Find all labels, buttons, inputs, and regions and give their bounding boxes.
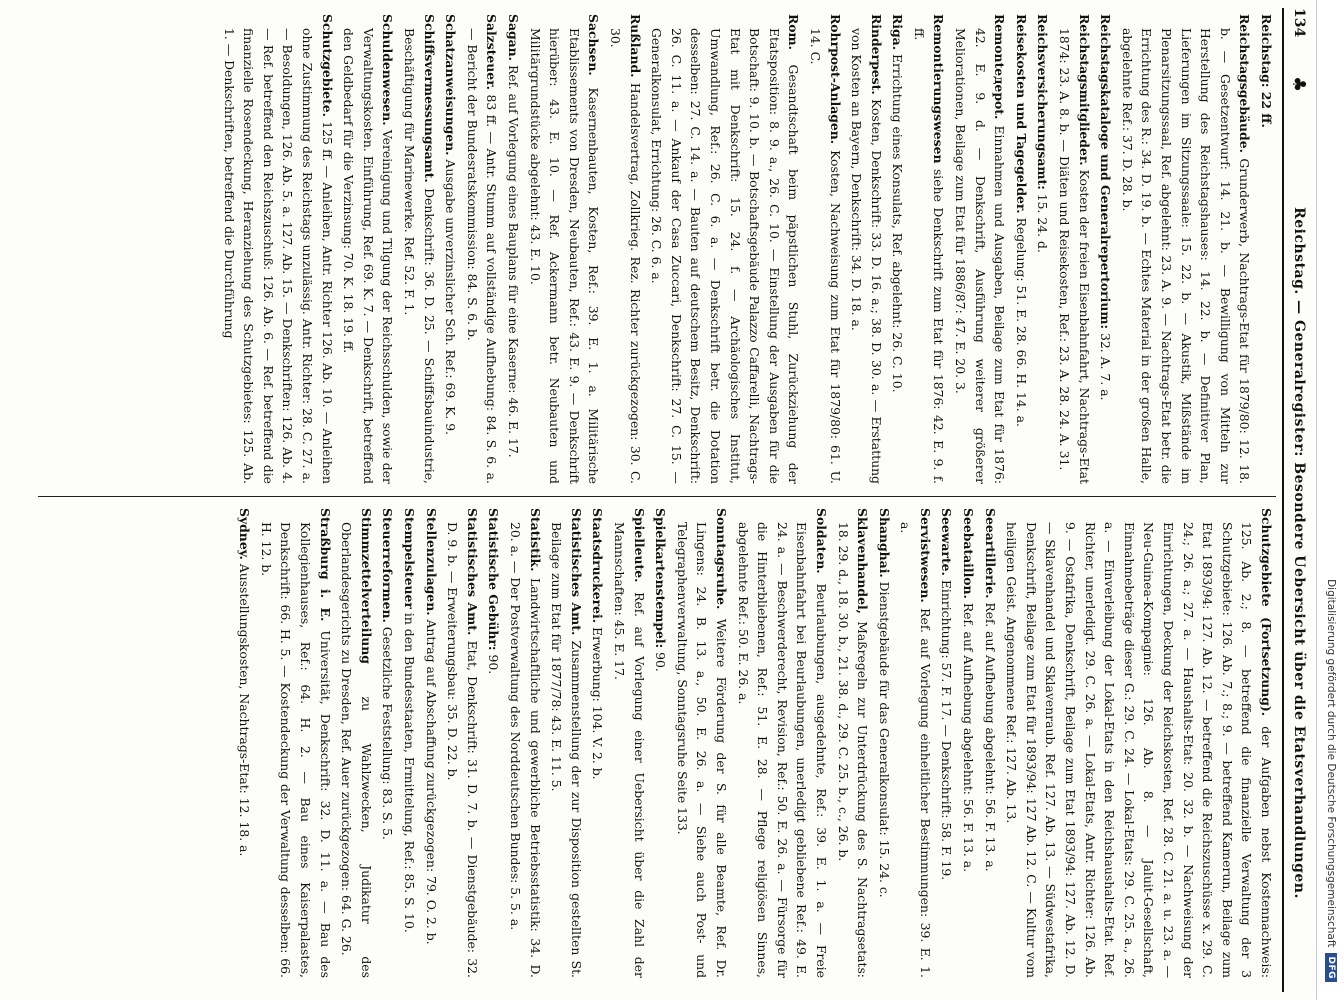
entry-heading: Sachsen.	[586, 14, 602, 76]
entry-heading: Rom.	[786, 14, 802, 50]
scanned-page	[32, 8, 1312, 992]
entry-text: Ausstellungskosten, Nachtrags-Etat: 12. 18. a.	[237, 563, 253, 857]
register-entry	[441, 14, 461, 484]
ornament-icon: ♣	[1287, 76, 1309, 93]
entry-text: Ref. auf Aufhebung abgelehnt: 56. F. 13. a.	[982, 602, 998, 872]
entry-heading: Soldaten.	[813, 508, 829, 574]
entry-text: Kosten der freien Eisenbahnfahrt, Nachtrags-Etat 1874: 23. A. 8. b. — Diäten und Reisekosten, Ref.: 23. A. 28. 24. A. 31.	[1057, 28, 1092, 484]
entry-text: 125 ff. — Anleihen, Antr. Richter 126. Ab. 10. — Anleihen ohne Zustimmung des Reichstags unzulässig. Antr. Richter: 28. C. 27. a. — Besoldungen, 126. Ab. 5. a. 127. Ab. 15. — Denkschriften: 126. Ab. 4. — Ref. betreffend den Reichszuschuß: 126. Ab. 6. — Ref. betreffend die finanzielle Rosendeckung, Heranziehung des Schutzgebietes: 125. Ab. 1. — Denkschriften, betreffend die Durchführung	[221, 28, 335, 484]
register-entry	[421, 508, 441, 978]
entry-text: Ausgabe unverzinslicher Sch. Ref.: 69. K. 9.	[443, 159, 459, 436]
entry-heading: Rußland.	[627, 14, 643, 78]
entry-text: Zusammenstellung der zur Disposition gestellten St. Beilage zum Etat für 1877/78: 43. E. 11. 5.	[549, 522, 584, 978]
register-entry	[219, 14, 337, 484]
entry-heading: Servistwesen.	[917, 508, 933, 603]
entry-text: Etat, Denkschrift: 31. D. 7. b. — Dienstgebäude: 32. D. 9. b. — Erweiterungsbau: 35. D. 22. b.	[445, 522, 480, 978]
entry-text: Maßregeln zur Unterdrückung des S. Nachtragsetats: 18. 29. d., 18. 30. b., 21. 38. d., 29. C. 25. b., c., 26. b.	[835, 522, 871, 978]
register-entry	[1002, 508, 1276, 978]
register-entry	[605, 14, 644, 484]
register-entry	[399, 508, 419, 978]
register-entry	[733, 508, 831, 978]
register-entry	[951, 14, 1010, 484]
register-entry	[896, 508, 935, 978]
entry-text: siehe Denkschrift zum Etat für 1876: 42. E. 9. f. ff.	[911, 28, 947, 484]
entry-heading: Seeartillerie.	[982, 508, 998, 599]
entry-heading: Sagan.	[506, 14, 522, 61]
entry-heading: Statistisches Amt.	[464, 508, 480, 636]
register-entry	[847, 14, 886, 484]
entry-text: Ref. auf Vorlegung einheitlicher Bestimmungen: 39. E. 1. a.	[898, 522, 933, 978]
entry-heading: Statistisches Amt.	[568, 508, 584, 636]
register-entry	[505, 508, 544, 978]
entry-text: Errichtung eines Konsulats, Ref. abgelehnt: 26. C. 10.	[890, 53, 906, 393]
register-entry	[525, 14, 603, 484]
entry-heading: Seewarte.	[939, 508, 955, 576]
entry-text: Ref. auf Aufhebung abgelehnt: 56. F. 13. a.	[961, 602, 977, 873]
register-entry	[888, 14, 908, 484]
entry-heading: Shanghai.	[876, 508, 892, 578]
entry-text: Gesetzliche Feststellung: 83. S. 5.	[380, 626, 396, 840]
page-number: 134	[1290, 8, 1307, 38]
register-entry	[1117, 14, 1254, 484]
entry-text: Ref. auf Vorlegung eines Bauplans für eine Kaserne: 46. E. 17.	[506, 64, 522, 458]
entry-text: 83 ff. — Antr. Stumm auf vollständige Aufhebung: 84. S. 6. a. — Bericht der Bundesratskommission: 84. S. 6. b.	[464, 28, 500, 484]
entry-heading: Spielkartenstempel:	[653, 508, 669, 649]
register-entry	[937, 508, 957, 978]
entry-text: Ref. auf Vorlegung einer Uebersicht über die Zahl der Mannschaften: 45. E. 17.	[612, 522, 647, 978]
entry-heading: Reichstagskataloge und Generalrepertorium:	[1098, 14, 1114, 330]
entry-text: 32. A. 7. a.	[1098, 332, 1114, 401]
register-entry	[672, 508, 731, 978]
entry-text: zu Wahlzwecken, Judikatur des Oberlandesgerichts zu Dresden, Ref. Auer zurückgezogen: 64. G. 26.	[339, 522, 374, 978]
register-entry	[874, 508, 894, 978]
register-entry	[980, 508, 1000, 978]
entry-text: Kasernenbauten, Kosten, Ref.: 39. E. 1. a. Militärische Etablissements von Dresden, Neubauten, Ref.: 43. E. 9. — Denkschrift hierüber: 43. E. 10. — Ref. Ackermann betr. Neubauten und Militärgrundstücke abgelehnt: 43. E. 10.	[527, 28, 602, 484]
entry-heading: Schatzanweisungen.	[443, 14, 459, 156]
entry-text: 15. 24. d.	[1035, 193, 1051, 253]
entry-text: Kosten, Nachweisung zum Etat für 1879/80: 61. U. 14. C.	[807, 28, 843, 484]
entry-heading: Rohrpost-Anlagen.	[827, 14, 843, 145]
left-column	[38, 14, 1276, 484]
credit-text: Digitalisierung gefördert durch die Deutsche Forschungsgemeinschaft	[1325, 579, 1337, 948]
right-column	[38, 508, 1276, 978]
register-entry	[443, 508, 482, 978]
dfg-logo: DFG	[1325, 953, 1337, 982]
entry-text: Grunderwerb, Nachtrags-Etat für 1879/80: 12. 18. b. — Gesetzentwurf: 14. 21. b. — Bewilligung von Mitteln zur Herstellung des Reichstagshauses: 14. 22. b. — Definitiver Plan, Lieferungen im Sitzungssaale: 15. 22. b. — Akustik, Mißstände im Plenarsitzungssaal, Ref. abgelehnt: 23. A. 9. — Nachtrags-Etat betr. die Errichtung des R.: 34. D. 19. b. — Echtes Material in der großen Halle, abgelehnte Ref.: 37. D. 28. b.	[1119, 28, 1253, 484]
entry-text: Erwerbung: 104. V. 2. b.	[590, 627, 606, 780]
entry-text: 90.	[486, 654, 502, 675]
entry-heading: Sonntagsruhe.	[713, 508, 729, 610]
register-entry	[378, 508, 398, 978]
credit-sidebar	[1316, 0, 1344, 1000]
register-entry	[588, 508, 608, 978]
entry-heading: Statistik.	[527, 508, 543, 572]
entry-text: Kosten, Denkschrift: 33. D. 16. a.; 38. D. 30. a. — Erstattung von Kosten an Bayern, Denkschrift: 34. D. 18. a.	[849, 28, 884, 484]
register-entry	[547, 508, 586, 978]
entry-text: Regelung: 51. E. 28. 66. H. 14. a.	[1013, 217, 1029, 427]
entry-heading: Staatsdruckerei.	[590, 508, 606, 624]
register-entry	[339, 14, 398, 484]
page-header	[1282, 8, 1312, 992]
entry-text: in den Bundesstaaten, Ermittelung, Ref.: 85. S. 10.	[402, 612, 418, 933]
entry-text: Gesandtschaft beim päpstlichen Stuhl, Zurückziehung der Etatsposition: 8. 9. a., 26. C. 10. — Einstellung der Ausgaben für die Botschaft: 9. 10. b. — Botschaftsgebäude Palazzo Caffarelli, Nachtrags-Etat mit Denkschrift: 15. 24. f. — Archäologisches Institut, Umwandlung, Ref.: 26. C. 6. a. — Denkschrift betr. die Dotation desselben: 27. C. 14. a. — Bauten auf deutschem Besitz, Denkschrift: 26. C. 11. a. — Ankauf der Casa Zuccari, Denkschrift: 27. C. 15. — Generalkonsulat, Errichtung: 26. C. 6. a.	[649, 28, 802, 484]
entry-heading: Reisekosten und Tagegelder.	[1013, 14, 1029, 214]
entry-text: der Aufgaben nebst Kostennachweis: 125. Ab. 2.; 8. — betreffend die finanzielle Verwaltung der 3 Schutzgebiete: 126. Ab. 7.; 8.; 9. — betreffend Kamerun, Beilage zum Etat 1893/94: 127. Ab. 12. — betreffend die Reichszuschüsse x. 29. C. 24.; 26. a.; 27. a. — Haushalts-Etat: 20. 32. b. — Nachweisung der Einrichtungen, Deckung der Reichskosten, Ref. 28. C. 21. a. u. 23. a. — Neu-Guinea-Kompagnie: 126. Ab. 8. — Jaluit-Gesellschaft, Einnahmebeträge dieser G.: 29. C. 24. — Lokal-Etats: 29. C. 25. a., 26. a. — Einverleibung der Lokal-Etats in den Reichshaushalts-Etat. Ref. Richter, unerledigt. 29. C. 26. a. — Lokal-Etats, Antr. Richter: 126. Ab. 9. — Ostafrika, Denkschrift, Beilage zum Etat 1893/94: 127. Ab. 12. D. — Sklavenhandel und Sklavenraub. Ref. 127. Ab. 13. — Südwestafrika, Denkschrift, Beilage zum Etat für 1893/94: 127 Ab. 12. C. — Kultur vom heiligen Geist. Angenommene Ref.: 127. Ab. 13.	[1004, 522, 1274, 979]
entry-heading: Stellenzulagen.	[423, 508, 439, 616]
register-entry	[1011, 14, 1031, 484]
entry-text: Beurlaubungen, ausgedehnte, Ref.: 39. E. 1. a. — Freie Eisenbahnfahrt bei Beurlaubungen, unerledigt gebliebene Ref.: 49. E. 24. a. — Beschwerderecht, Revision, Ref.: 50. E. 26. a. — Fürsorge für die Hinterbliebenen, Ref.: 51. E. 28. — Pflege religiösen Sinnes, abgelehnte Ref.: 50. E. 26. a.	[735, 522, 829, 978]
entry-heading: Remonteдepot.	[992, 14, 1008, 120]
register-entry	[1054, 14, 1093, 484]
entry-heading: Reichstagsgebäude.	[1237, 14, 1253, 153]
entry-heading: Schiffsvermessungsamt.	[421, 14, 437, 183]
entry-heading: Seebataillon.	[961, 508, 977, 599]
register-entry	[1256, 14, 1276, 484]
entry-heading: Steuerreformen.	[380, 508, 396, 623]
register-entry	[651, 508, 671, 978]
page-title: Reichstag. — Generalregister: Besondere Uebersicht über die Etatsverhandlungen.	[1290, 207, 1307, 899]
entry-heading: Reichsversicherungsamt:	[1035, 14, 1051, 190]
entry-heading: Stempelsteuer	[402, 508, 418, 609]
register-entry	[462, 14, 501, 484]
register-entry	[609, 508, 648, 978]
entry-heading: Stimmzettelverteilung	[358, 508, 374, 664]
entry-heading: Straßburg i. E.	[317, 508, 333, 622]
entry-text: 90.	[653, 652, 669, 672]
register-entry	[337, 508, 376, 978]
entry-heading: Spielleute.	[631, 508, 647, 583]
entry-heading: Sydney.	[237, 508, 253, 560]
entry-heading: Reichstagsmitglieder.	[1076, 14, 1092, 166]
entry-text: Vereinigung und Tilgung der Reichsschulden, sowie der Verwaltungskosten. Einführung, Ref. 69. K. 7. — Denkschrift, betreffend den Geldbedarf für die Verzinsung: 70. K. 18. 19. ff.	[341, 28, 396, 484]
entry-heading: Remontierungswesen	[931, 14, 947, 164]
register-entry	[484, 508, 504, 978]
entry-text: Handelsvertrag, Zollkrieg. Rez. Richter zurückgezogen: 30. C. 30.	[608, 28, 643, 484]
register-entry	[1033, 14, 1053, 484]
entry-text: Einrichtung: 57. F. 17. — Denkschrift: 58. F. 19.	[939, 579, 955, 881]
entry-heading: Riga.	[890, 14, 906, 51]
register-entry	[909, 14, 948, 484]
register-entry	[503, 14, 523, 484]
register-entry	[805, 14, 844, 484]
entry-text: Weitere Förderung der S. für alle Beamte, Ref. Dr. Lingens: 24. B. 13. a., 50. E. 26. a. — Siehe auch Post- und Telegraphenverwaltung, Sonntagsruhe Seite 133.	[674, 522, 729, 978]
register-entry	[256, 508, 334, 978]
entry-heading: Schutzgebiete (Fortsetzung).	[1259, 508, 1274, 717]
entry-heading: Reichstag: 22 ff.	[1259, 14, 1274, 128]
column-divider	[38, 496, 1276, 497]
entry-heading: Salzsteuer.	[484, 14, 500, 90]
entry-text: Einnahmen und Ausgaben, Beilage zum Etat für 1876: 42. E. 9. d. — Denkschrift, Ausführung weiterer größerer Meliorationen, Beilage zum Etat für 1886/87: 47. E. 20. 3.	[953, 28, 1008, 484]
entry-text: Landwirtschaftliche und gewerbliche Betriebsstatistik: 34. D. 20. a. — Der Postverwaltung des Norddeutschen Bundes: 5. 5. a.	[508, 522, 543, 978]
entry-text: Denkschrift: 36. D. 25. — Schiffsbauindustrie, Beschäftigung für Marinewerke. Ref. 52. F. 1.	[402, 28, 437, 484]
entry-text: Antrag auf Abschaffung zurückgezogen: 79. O. 2. b.	[423, 619, 439, 945]
entry-heading: Schuldenwesen.	[380, 14, 396, 126]
entry-text: Dienstgebäude für das Generalkonsulat: 15. 24. c.	[876, 581, 892, 898]
register-entry	[235, 508, 255, 978]
register-entry	[399, 14, 438, 484]
register-entry	[959, 508, 979, 978]
register-entry	[1096, 14, 1116, 484]
entry-heading: Schutzgebiete.	[319, 14, 335, 117]
register-entry	[647, 14, 804, 484]
entry-heading: Sklavenhandel,	[855, 508, 871, 614]
entry-text: Universität, Denkschrift: 32. D. 11. a. — Bau des Kollegienhauses, Ref.: 64. H. 2. — Bau eines Kaiserpalastes, Denkschrift: 66. H. 5. — Kostendeckung der Verwaltung desselben: 66. H. 12. b.	[258, 522, 333, 978]
register-entry	[833, 508, 872, 978]
entry-heading: Rinderpest.	[868, 14, 884, 95]
entry-heading: Statistische Gebühr:	[486, 508, 502, 651]
